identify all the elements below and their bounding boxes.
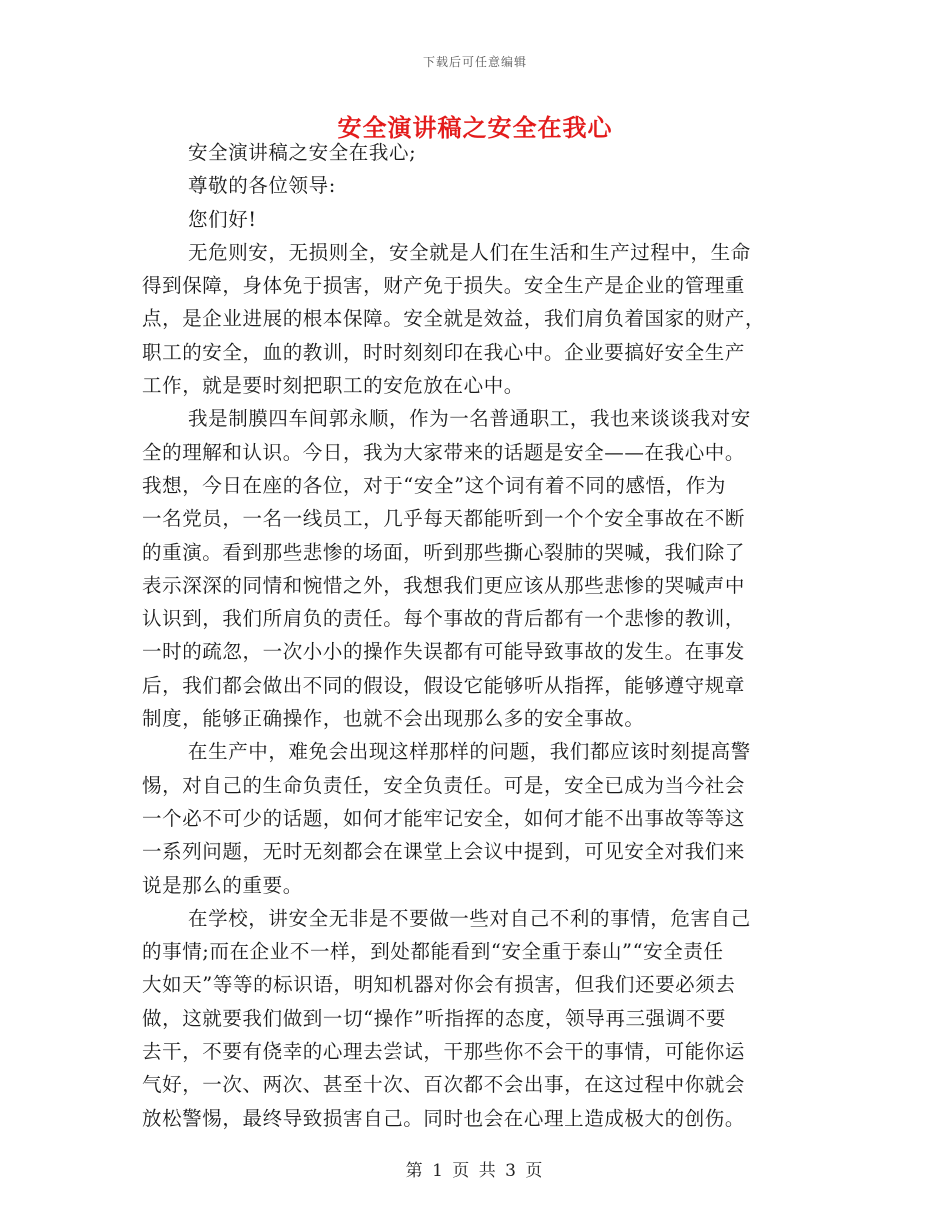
body-line: 尊敬的各位领导: [188,174,336,198]
body-line: 制度，能够正确操作，也就不会出现那么多的安全事故。 [142,707,645,731]
body-line: 我想，今日在座的各位，对于“安全”这个词有着不同的感悟，作为 [142,473,726,497]
body-line: 在生产中，难免会出现这样那样的问题，我们都应该时刻提高警 [188,740,751,764]
body-line: 安全演讲稿之安全在我心; [188,141,417,164]
document-body [142,136,808,1135]
body-line: 一系列问题，无时无刻都会在课堂上会议中提到，可见安全对我们来 [142,840,746,864]
body-line: 全的理解和认识。今日，我为大家带来的话题是安全——在我心中。 [142,440,746,464]
body-line: 大如天”等等的标识语，明知机器对你会有损害，但我们还要必须去 [142,973,736,997]
body-line: 职工的安全，血的教训，时时刻刻印在我心中。企业要搞好安全生产 [142,340,746,364]
body-line: 一名党员，一名一线员工，几乎每天都能听到一个个安全事故在不断 [142,507,746,531]
page-footer-number: 第 1 页 共 3 页 [405,1161,545,1181]
body-line: 去干，不要有侥幸的心理去尝试，干那些你不会干的事情，可能你运 [142,1040,746,1064]
body-line: 一个必不可少的话题，如何才能牢记安全，如何才能不出事故等等这 [142,806,746,830]
body-line: 无危则安，无损则全，安全就是人们在生活和生产过程中，生命 [188,240,751,264]
page-header-note: 下载后可任意编辑 [422,55,527,69]
body-line: 后，我们都会做出不同的假设，假设它能够听从指挥，能够遵守规章 [142,673,746,697]
body-line: 的重演。看到那些悲惨的场面，听到那些撕心裂肺的哭喊，我们除了 [142,540,746,564]
body-line: 表示深深的同情和惋惜之外，我想我们更应该从那些悲惨的哭喊声中 [142,573,746,597]
body-line: 您们好! [188,207,257,231]
body-line: 得到保障，身体免于损害，财产免于损失。安全生产是企业的管理重 [142,274,746,298]
body-line: 的事情;而在企业不一样，到处都能看到“安全重于泰山”“安全责任 [142,940,724,964]
body-line: 气好，一次、两次、甚至十次、百次都不会出事，在这过程中你就会 [142,1073,746,1097]
body-line: 在学校，讲安全无非是不要做一些对自己不利的事情，危害自己 [188,906,751,930]
document-title: 安全演讲稿之安全在我心 [337,113,613,142]
body-line: 我是制膜四车间郭永顺，作为一名普通职工，我也来谈谈我对安 [188,407,751,431]
body-line: 认识到，我们所肩负的责任。每个事故的背后都有一个悲惨的教训， [142,607,746,631]
body-line: 惕，对自己的生命负责任，安全负责任。可是，安全已成为当今社会 [142,773,746,797]
body-line: 说是那么的重要。 [142,873,303,897]
body-line: 工作，就是要时刻把职工的安危放在心中。 [142,374,524,398]
body-line: 一时的疏忽，一次小小的操作失误都有可能导致事故的发生。在事发 [142,640,746,664]
body-line: 放松警惕，最终导致损害自己。同时也会在心理上造成极大的创伤。 [142,1106,746,1130]
body-line: 做，这就要我们做到一切“操作”听指挥的态度，领导再三强调不要 [142,1006,726,1030]
body-line: 点，是企业进展的根本保障。安全就是效益，我们肩负着国家的财产， [142,307,766,331]
